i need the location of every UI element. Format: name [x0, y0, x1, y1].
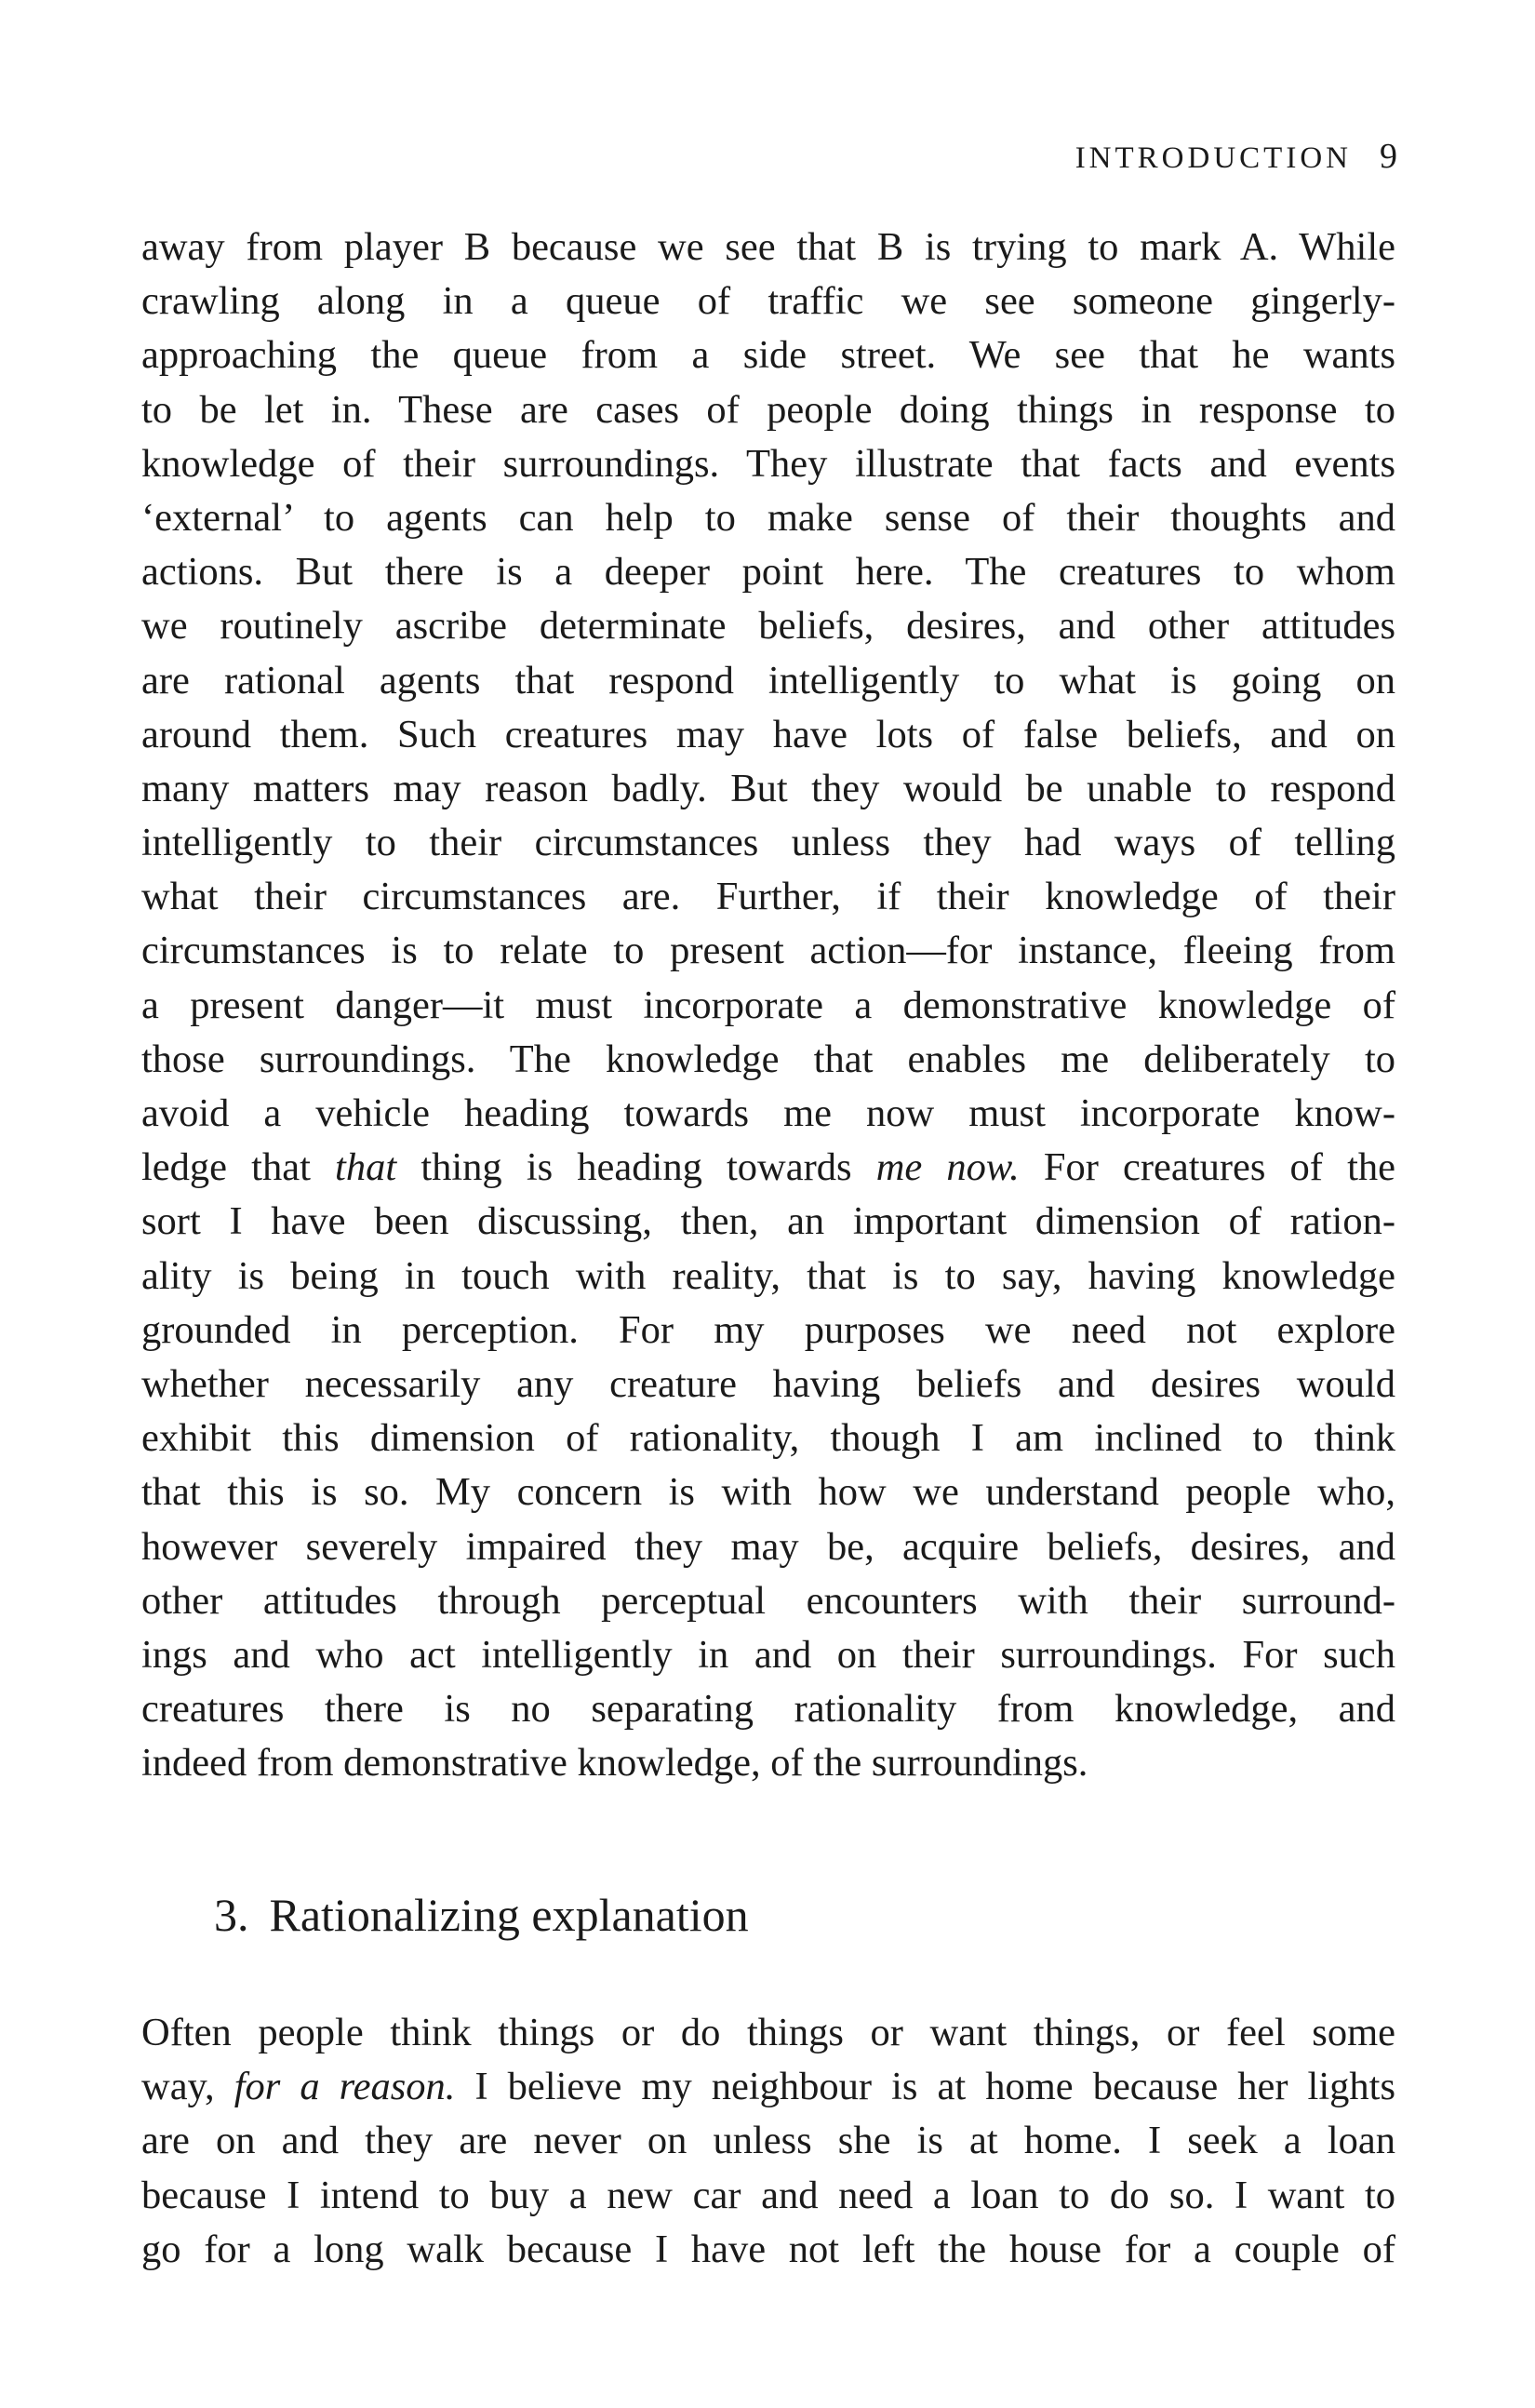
text-segment: circumstances is to relate to present action—for instance, fleeing from [141, 929, 1395, 973]
text-segment: around them. Such creatures may have lots of false beliefs, and on [141, 712, 1395, 756]
text-segment: crawling along in a queue of traffic we see someone gingerly- [141, 279, 1395, 324]
running-head [988, 132, 1397, 182]
text-line [141, 599, 1395, 653]
text-segment: sort I have been discussing, then, an important dimension of ration- [141, 1199, 1395, 1244]
section-heading [214, 1882, 749, 1947]
text-line [141, 328, 1395, 382]
section-number: 3. [214, 1889, 249, 1941]
text-segment: are on and they are never on unless she is at home. I seek a loan [141, 2119, 1395, 2163]
text-segment: we routinely ascribe determinate beliefs, desires, and other attitudes [141, 604, 1395, 649]
text-segment: grounded in perception. For my purposes we need not explore [141, 1307, 1395, 1352]
text-segment: ledge that [141, 1145, 336, 1190]
text-segment: intelligently to their circumstances unless they had ways of telling [141, 821, 1395, 865]
text-line [141, 383, 1395, 437]
text-segment: indeed from demonstrative knowledge, of the surroundings. [141, 1741, 1088, 1786]
text-segment: away from player B because we see that B is trying to mark A. While [141, 225, 1395, 269]
text-segment: what their circumstances are. Further, if their knowledge of their [141, 875, 1395, 919]
text-line [141, 1574, 1395, 1628]
text-segment: a present danger—it must incorporate a demonstrative knowledge of [141, 983, 1395, 1027]
text-segment: ality is being in touch with reality, that is to say, having knowledge [141, 1253, 1395, 1298]
text-segment: because I intend to buy a new car and need a loan to do so. I want to [141, 2173, 1395, 2217]
text-segment: other attitudes through perceptual encounters with their surround- [141, 1578, 1395, 1623]
text-line [141, 1520, 1395, 1574]
text-line [141, 437, 1395, 491]
text-segment: ‘external’ to agents can help to make sense of their thoughts and [141, 495, 1395, 540]
text-segment: avoid a vehicle heading towards me now must incorporate know- [141, 1091, 1395, 1135]
text-segment: to be let in. These are cases of people doing things in response to [141, 387, 1395, 432]
text-segment: are rational agents that respond intelligently to what is going on [141, 658, 1395, 702]
text-segment: whether necessarily any creature having beliefs and desires would [141, 1361, 1395, 1406]
text-segment: I believe my neighbour is at home because her lights [455, 2065, 1396, 2109]
text-line [141, 762, 1395, 816]
running-head-title: INTRODUCTION [1074, 141, 1352, 175]
text-segment: way, [141, 2065, 234, 2109]
text-segment: approaching the queue from a side street. We see that he wants [141, 333, 1395, 378]
section-title: Rationalizing explanation [269, 1889, 749, 1941]
paragraph-1 [141, 221, 1395, 1790]
text-line [141, 708, 1395, 762]
text-segment: thing is heading towards [396, 1145, 876, 1190]
text-line [141, 1682, 1395, 1736]
text-line [141, 1087, 1395, 1141]
text-segment: creatures there is no separating rationality from knowledge, and [141, 1687, 1395, 1732]
text-segment: go for a long walk because I have not left the house for a couple of [141, 2227, 1395, 2271]
page-number: 9 [1380, 137, 1397, 176]
paragraph-2 [141, 2006, 1395, 2277]
text-segment: however severely impaired they may be, acquire beliefs, desires, and [141, 1524, 1395, 1569]
text-segment: many matters may reason badly. But they would be unable to respond [141, 766, 1395, 810]
text-line [141, 274, 1395, 328]
italic-text: that [335, 1145, 397, 1190]
text-line [141, 491, 1395, 545]
text-segment: those surroundings. The knowledge that enables me deliberately to [141, 1037, 1395, 1081]
italic-text: me now. [875, 1145, 1020, 1190]
text-line [141, 221, 1395, 274]
text-line [141, 2060, 1395, 2114]
text-line [141, 2223, 1395, 2277]
text-line [141, 1033, 1395, 1087]
text-line [141, 1358, 1395, 1411]
text-line [141, 1304, 1395, 1358]
text-line [141, 545, 1395, 599]
text-segment: that this is so. My concern is with how we understand people who, [141, 1470, 1395, 1515]
text-line [141, 979, 1395, 1033]
text-line [141, 816, 1395, 870]
text-segment: For creatures of the [1019, 1145, 1395, 1190]
text-line [141, 2169, 1395, 2223]
italic-text: for a reason. [234, 2065, 456, 2109]
text-line [141, 1465, 1395, 1519]
text-segment: ings and who act intelligently in and on their surroundings. For such [141, 1632, 1395, 1677]
text-line [141, 1195, 1395, 1249]
text-line [141, 2006, 1395, 2060]
text-line [141, 924, 1395, 978]
text-line [141, 1250, 1395, 1304]
text-line [141, 654, 1395, 708]
text-segment: exhibit this dimension of rationality, though I am inclined to think [141, 1416, 1395, 1461]
text-line [141, 870, 1395, 924]
text-line [141, 1411, 1395, 1465]
text-segment: knowledge of their surroundings. They illustrate that facts and events [141, 441, 1395, 486]
text-segment: actions. But there is a deeper point here. The creatures to whom [141, 550, 1395, 595]
text-line [141, 2114, 1395, 2168]
text-line [141, 1141, 1395, 1195]
text-line [141, 1736, 1395, 1790]
text-segment: Often people think things or do things or want things, or feel some [141, 2011, 1395, 2054]
text-line [141, 1628, 1395, 1682]
